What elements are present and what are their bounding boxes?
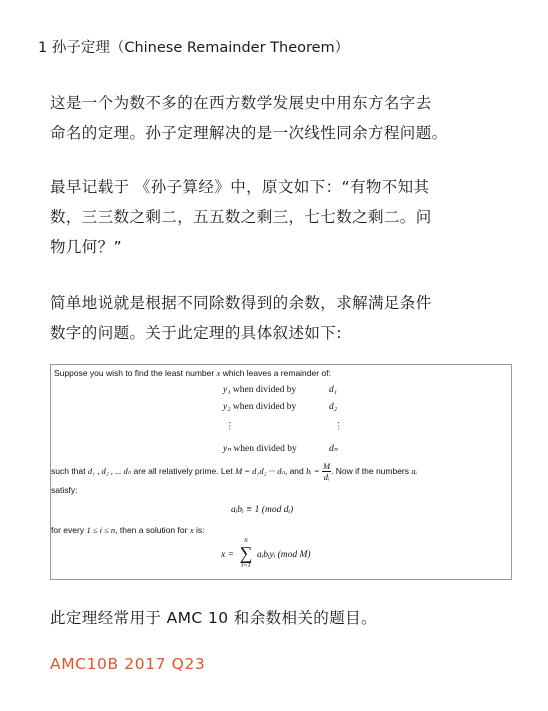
theorem-intro-tail: which leaves a remainder of: (220, 368, 331, 378)
intro-line-2: 命名的定理。孙子定理解决的是一次线性同余方程问题。 (50, 124, 448, 142)
relatively-prime-line (51, 461, 417, 482)
b-fraction (322, 461, 331, 482)
satisfy-label: satisfy: (51, 485, 78, 495)
origin-line-1: 最早记载于 《孙子算经》中，原文如下：“有物不知其 (50, 178, 430, 196)
origin-line-2: 数，三三数之剩二，五五数之剩三，七七数之剩二。问 (50, 208, 432, 226)
theorem-intro (54, 368, 331, 378)
intro-line-1: 这是一个为数不多的在西方数学发展史中用东方名字去 (50, 94, 432, 112)
section-heading: 1 孙子定理（Chinese Remainder Theorem） (38, 40, 350, 56)
such-b: bᵢ = (306, 465, 320, 476)
such-M: M = d₁d₂ ··· dₙ (235, 465, 285, 476)
row1-d: d₁ (329, 385, 338, 395)
rown-d: dₙ (329, 444, 338, 454)
theorem-intro-text: Suppose you wish to find the least number (54, 368, 217, 378)
solution-rhs: aᵢbᵢyᵢ (mod M) (257, 550, 311, 560)
vdots-left: ⋮ (225, 422, 235, 432)
origin-paragraph (50, 172, 432, 262)
such-post: . Now if the numbers (331, 465, 412, 476)
theorem-intro-var: x (216, 368, 221, 378)
for-every-line (51, 525, 204, 535)
solution-lhs: x = (221, 550, 235, 560)
sum-icon: ∑ (239, 543, 253, 563)
forevery-x: x (189, 525, 194, 535)
such-mid: are all relatively prime. Let (131, 465, 236, 476)
summary-line-2: 数字的问题。关于此定理的具体叙述如下: (50, 324, 342, 342)
such-vars: d₁ , d₂ , ... dₙ (87, 465, 132, 476)
congruence-equation: aᵢbᵢ ≡ 1 (mod dᵢ) (231, 505, 294, 515)
origin-line-3: 物几何？” (50, 238, 123, 256)
problem-reference[interactable]: AMC10B 2017 Q23 (50, 655, 206, 673)
usage-note: 此定理经常用于 AMC 10 和余数相关的题目。 (50, 609, 377, 627)
summary-paragraph (50, 288, 432, 348)
summary-line-1: 简单地说就是根据不同除数得到的余数，求解满足条件 (50, 294, 432, 312)
such-a: aᵢ (411, 465, 417, 476)
row1-text: when divided by (232, 385, 297, 395)
such-pre: such that (51, 465, 88, 476)
row2-y: y₂ (223, 402, 231, 412)
intro-paragraph (50, 88, 448, 148)
remainder-row-2 (223, 402, 296, 412)
forevery-post: , then a solution for (115, 525, 190, 535)
sum-lower: i=1 (241, 562, 251, 569)
remainder-row-n (223, 443, 297, 454)
summation (238, 536, 254, 570)
fraction-denominator: dᵢ (323, 472, 330, 482)
rown-y: yₙ (223, 444, 232, 454)
row1-y: y₁ (223, 385, 231, 395)
forevery-end: is: (193, 525, 205, 535)
rown-text: when divided by (233, 444, 297, 454)
row2-d: d₂ (329, 402, 338, 412)
forevery-cond: 1 ≤ i ≤ n (86, 525, 116, 535)
remainder-row-1 (223, 385, 296, 395)
sum-upper: n (244, 536, 248, 544)
fraction-numerator: M (322, 461, 331, 471)
theorem-box (50, 364, 512, 580)
vdots-right: ⋮ (334, 422, 344, 432)
row2-text: when divided by (232, 402, 297, 412)
forevery-pre: for every (51, 525, 87, 535)
such-and: , and (284, 465, 307, 476)
